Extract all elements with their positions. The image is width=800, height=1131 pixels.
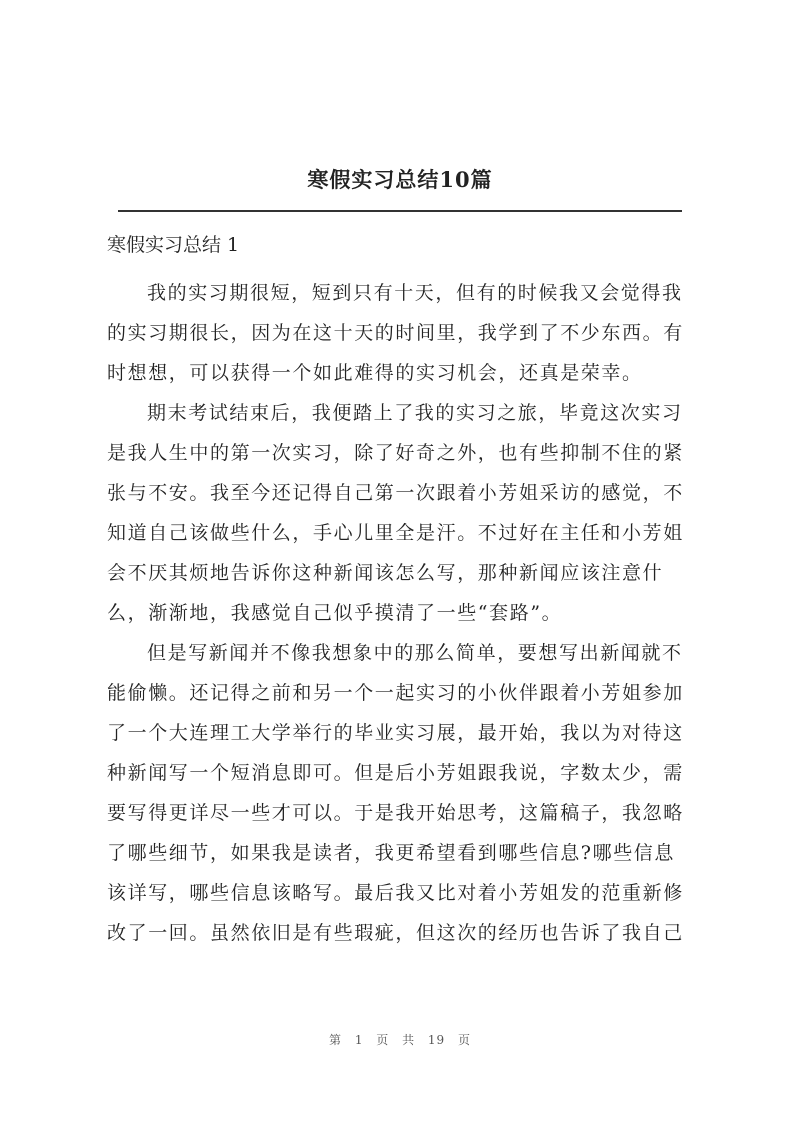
document-title: 寒假实习总结10篇 — [307, 167, 493, 192]
section-heading: 寒假实习总结 1 — [107, 234, 240, 256]
body-line: 但是写新闻并不像我想象中的那么简单，要想写出新闻就不 — [147, 642, 683, 664]
body-line: 改了一回。虽然依旧是有些瑕疵，但这次的经历也告诉了我自己 — [107, 922, 684, 944]
body-line: 该详写，哪些信息该略写。最后我又比对着小芳姐发的范重新修 — [107, 882, 684, 904]
body-line: 我的实习期很短，短到只有十天，但有的时候我又会觉得我 — [147, 282, 683, 304]
body-line: 期末考试结束后，我便踏上了我的实习之旅，毕竟这次实习 — [147, 402, 683, 424]
body-line: 张与不安。我至今还记得自己第一次跟着小芳姐采访的感觉，不 — [107, 482, 684, 504]
body-line: 时想想，可以获得一个如此难得的实习机会，还真是荣幸。 — [107, 362, 643, 384]
body-line: 了哪些细节，如果我是读者，我更希望看到哪些信息?哪些信息 — [107, 842, 675, 864]
body-line: 种新闻写一个短消息即可。但是后小芳姐跟我说，字数太少，需 — [107, 762, 684, 784]
body-line: 会不厌其烦地告诉你这种新闻该怎么写，那种新闻应该注意什 — [107, 562, 664, 584]
body-line: 要写得更详尽一些才可以。于是我开始思考，这篇稿子，我忽略 — [107, 802, 684, 824]
body-line: 是我人生中的第一次实习，除了好奇之外，也有些抑制不住的紧 — [107, 442, 684, 464]
body-line: 了一个大连理工大学举行的毕业实习展，最开始，我以为对待这 — [107, 722, 684, 744]
body-text — [107, 273, 707, 953]
body-line: 么，渐渐地，我感觉自己似乎摸清了一些“套路”。 — [107, 602, 563, 624]
page-footer: 第 1 页 共 19 页 — [329, 1033, 471, 1047]
title-divider — [118, 210, 682, 212]
body-line: 能偷懒。还记得之前和另一个一起实习的小伙伴跟着小芳姐参加 — [107, 682, 684, 704]
body-line: 的实习期很长，因为在这十天的时间里，我学到了不少东西。有 — [107, 322, 684, 344]
body-line: 知道自己该做些什么，手心儿里全是汗。不过好在主任和小芳姐 — [107, 522, 684, 544]
